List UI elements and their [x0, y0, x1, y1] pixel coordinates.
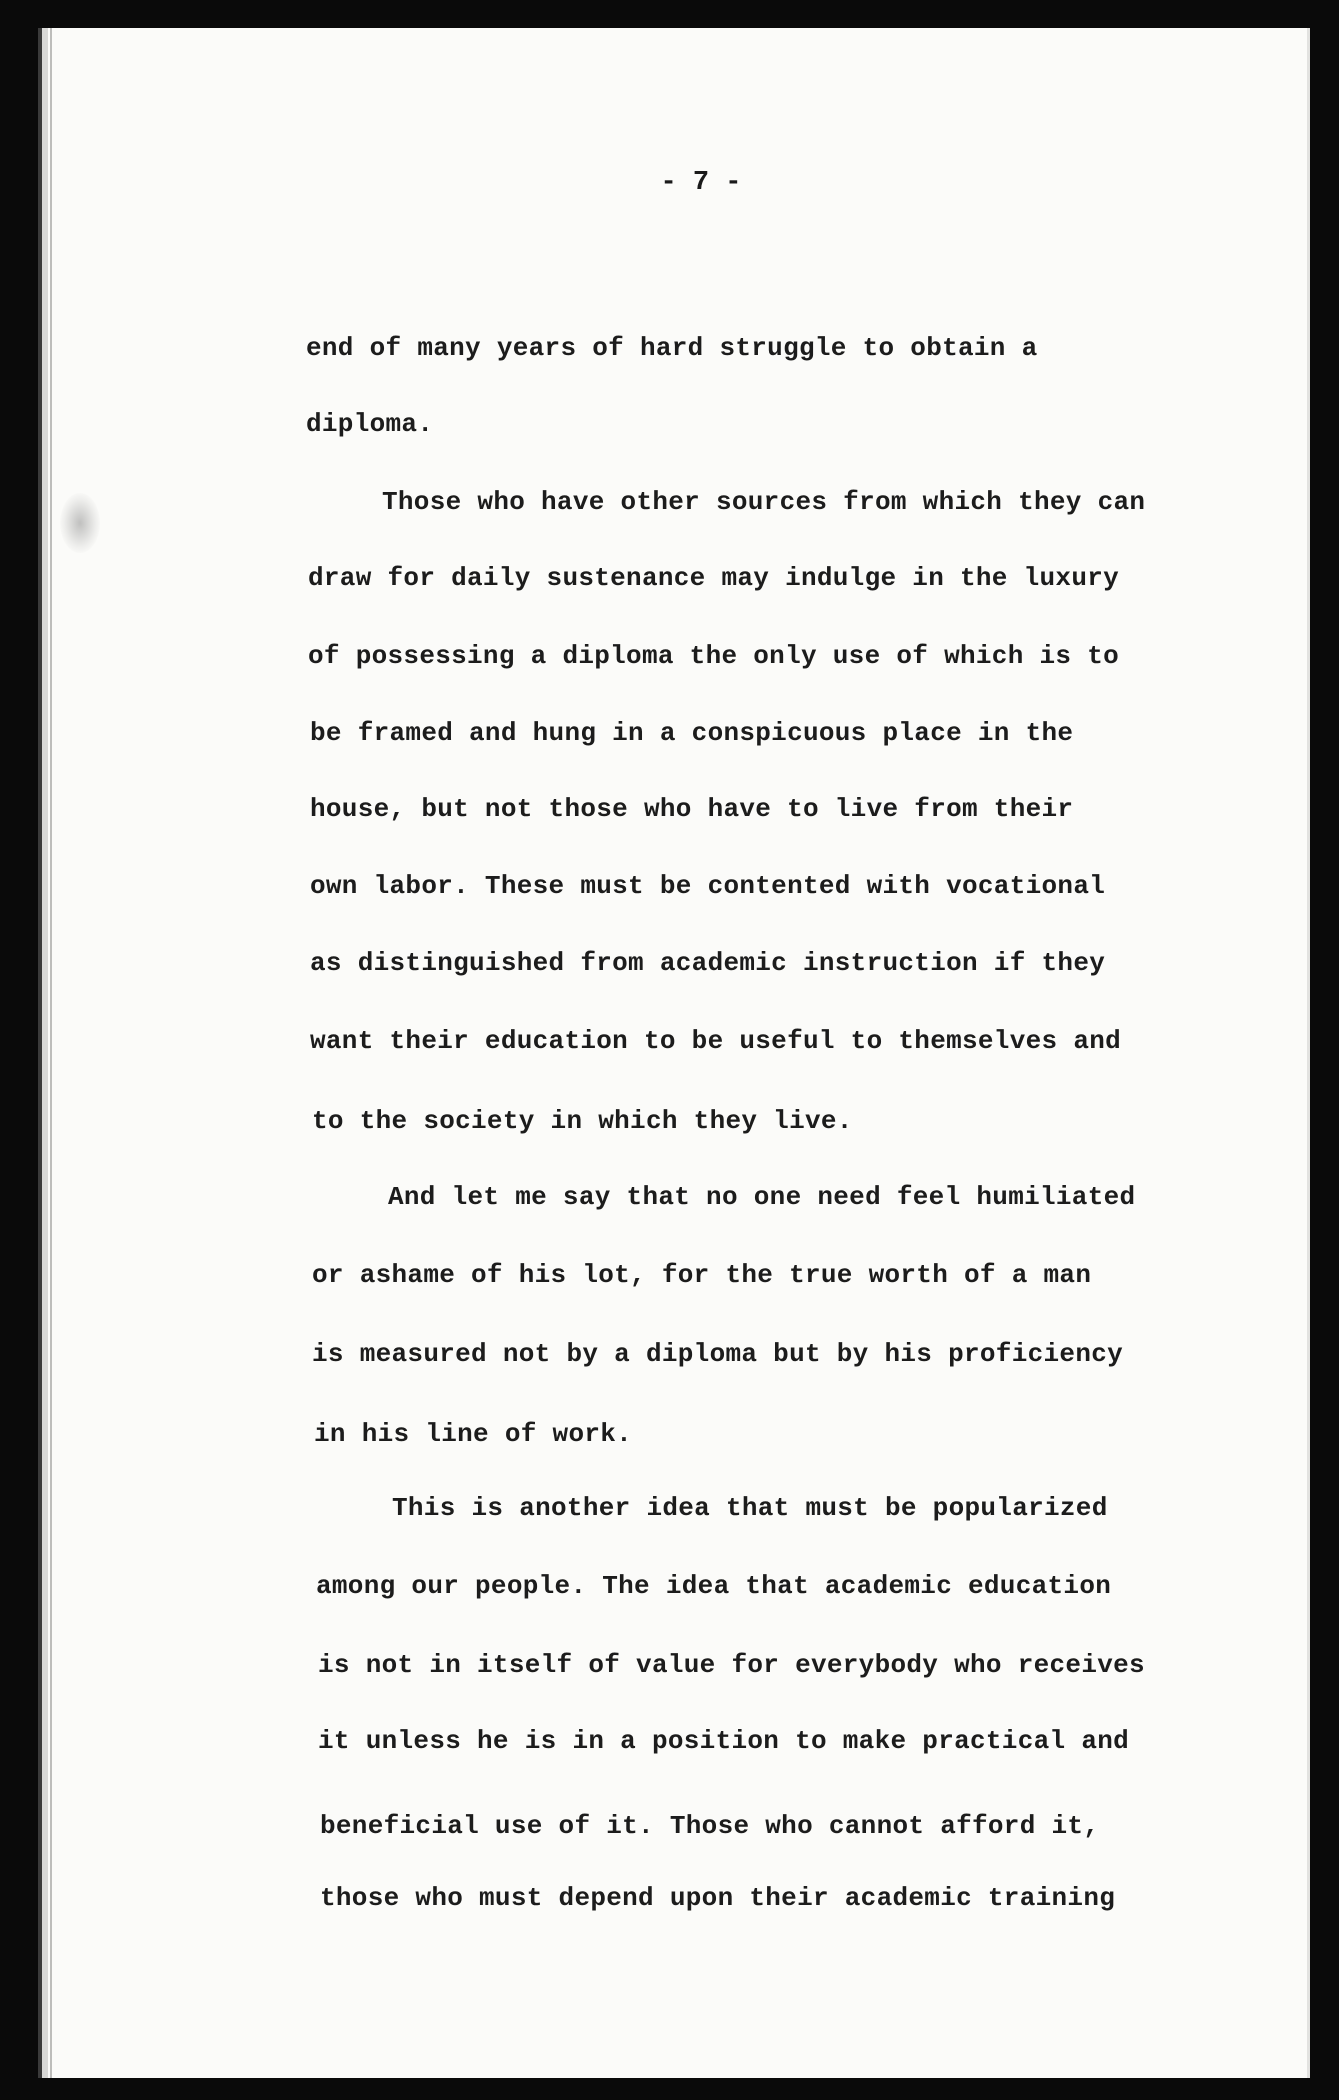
text-line-8: own labor. These must be contented with vocational: [310, 871, 1106, 901]
text-line-21: those who must depend upon their academic training: [320, 1883, 1116, 1913]
text-line-11: to the society in which they live.: [312, 1106, 853, 1136]
text-line-10: want their education to be useful to themselves and: [310, 1026, 1122, 1056]
text-line-17: among our people. The idea that academic education: [316, 1571, 1112, 1601]
text-line-12: And let me say that no one need feel humiliated: [388, 1182, 1136, 1212]
text-line-14: is measured not by a diploma but by his proficiency: [312, 1339, 1124, 1369]
text-line-18: is not in itself of value for everybody who receives: [318, 1650, 1145, 1680]
text-line-3: Those who have other sources from which they can: [382, 487, 1146, 517]
text-line-4: draw for daily sustenance may indulge in the luxury: [308, 563, 1120, 593]
text-line-1: end of many years of hard struggle to obtain a: [306, 333, 1038, 363]
text-line-2: diploma.: [306, 409, 434, 439]
text-line-13: or ashame of his lot, for the true worth of a man: [312, 1260, 1092, 1290]
text-line-9: as distinguished from academic instruction if they: [310, 948, 1106, 978]
page-number: - 7 -: [660, 168, 742, 198]
text-line-5: of possessing a diploma the only use of which is to: [308, 641, 1120, 671]
text-line-16: This is another idea that must be popularized: [392, 1493, 1108, 1523]
ink-smudge: [60, 493, 100, 553]
text-line-19: it unless he is in a position to make practical and: [318, 1726, 1130, 1756]
text-line-6: be framed and hung in a conspicuous place in the: [310, 718, 1074, 748]
text-line-15: in his line of work.: [314, 1419, 633, 1449]
paper-sheet: [38, 28, 1310, 2078]
text-line-20: beneficial use of it. Those who cannot afford it,: [320, 1811, 1100, 1841]
text-line-7: house, but not those who have to live from their: [310, 794, 1074, 824]
